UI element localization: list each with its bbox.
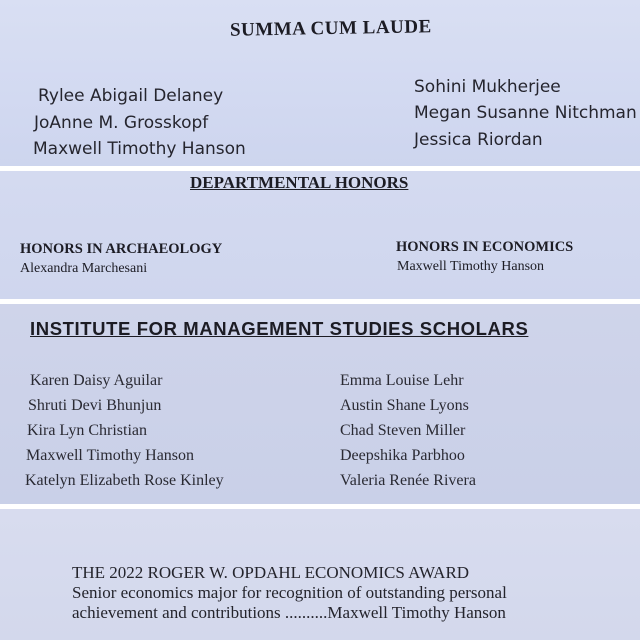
scholar-name: Austin Shane Lyons bbox=[340, 397, 469, 414]
scholar-name: Deepshika Parbhoo bbox=[340, 447, 465, 464]
scholar-name: Emma Louise Lehr bbox=[340, 372, 464, 389]
summa-name: Megan Susanne Nitchman bbox=[414, 103, 637, 123]
archaeology-name: Alexandra Marchesani bbox=[20, 261, 148, 276]
departmental-honors-section bbox=[0, 171, 640, 299]
departmental-heading: DEPARTMENTAL HONORS bbox=[190, 173, 409, 192]
summa-cum-laude-section bbox=[0, 0, 640, 166]
scholar-name: Karen Daisy Aguilar bbox=[30, 372, 163, 389]
economics-name: Maxwell Timothy Hanson bbox=[397, 259, 545, 274]
summa-name: Maxwell Timothy Hanson bbox=[33, 139, 246, 159]
summa-name: Rylee Abigail Delaney bbox=[38, 86, 224, 106]
scholar-name: Chad Steven Miller bbox=[340, 422, 466, 439]
economics-award-section bbox=[0, 509, 640, 640]
summa-name: Jessica Riordan bbox=[414, 130, 543, 150]
economics-heading: HONORS IN ECONOMICS bbox=[396, 239, 574, 255]
award-description: Senior economics major for recognition of outstanding personal bbox=[72, 583, 507, 602]
scholar-name: Katelyn Elizabeth Rose Kinley bbox=[25, 472, 224, 489]
scholar-name: Valeria Renée Rivera bbox=[340, 472, 476, 489]
award-title: THE 2022 ROGER W. OPDAHL ECONOMICS AWARD bbox=[72, 563, 470, 582]
institute-heading: INSTITUTE FOR MANAGEMENT STUDIES SCHOLARS bbox=[30, 318, 529, 339]
summa-name: JoAnne M. Grosskopf bbox=[34, 113, 209, 133]
scholar-name: Maxwell Timothy Hanson bbox=[26, 447, 195, 464]
archaeology-heading: HONORS IN ARCHAEOLOGY bbox=[20, 241, 223, 257]
summa-heading: SUMMA CUM LAUDE bbox=[229, 16, 432, 41]
scholar-name: Shruti Devi Bhunjun bbox=[28, 397, 162, 414]
scholar-name: Kira Lyn Christian bbox=[27, 422, 147, 439]
award-recipient-line: achievement and contributions ..........Maxwell Timothy Hanson bbox=[72, 603, 506, 622]
institute-scholars-section bbox=[0, 304, 640, 504]
summa-name: Sohini Mukherjee bbox=[414, 77, 561, 97]
